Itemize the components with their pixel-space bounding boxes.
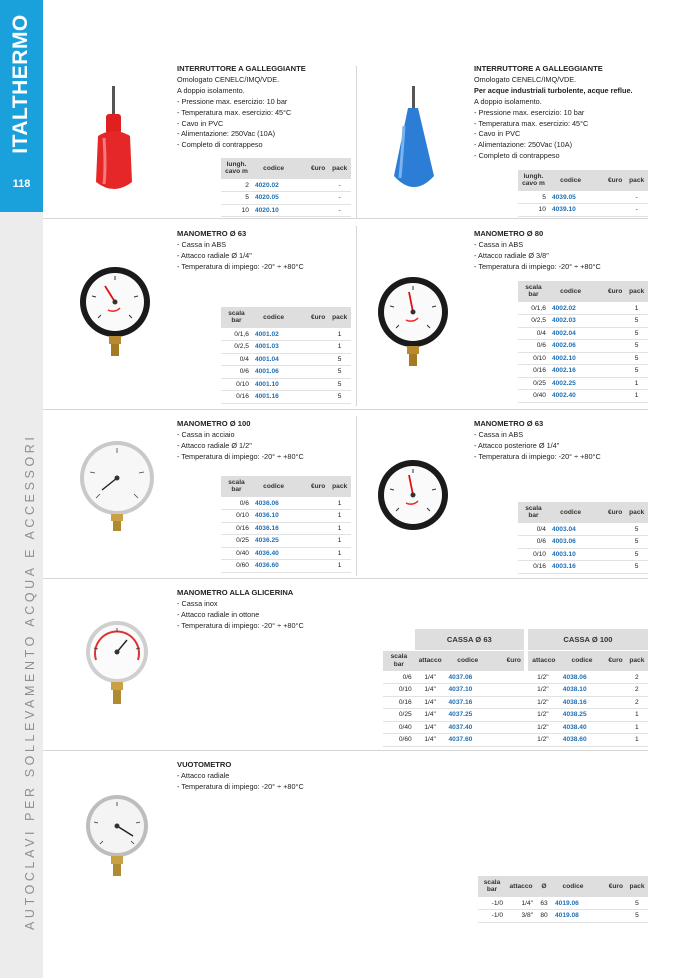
column-header: codice [549,170,592,191]
table-row: 0/16 4002.16 5 [518,365,648,378]
table-row: 0/16 4001.16 5 [221,391,351,404]
product-title: MANOMETRO Ø 63 [474,419,544,428]
table-row: 0/10 4001.10 5 [221,378,351,391]
table-row: 0/60 1/4" 4037.60 1/2" 4038.60 1 [383,734,648,747]
spec-line: - Attacco radiale Ø 1/2" [177,440,252,450]
column-header: pack [328,476,351,497]
blue-float-switch-image [390,86,440,198]
column-header: €uro [295,158,328,179]
product-title: INTERRUTTORE A GALLEGGIANTE [474,64,603,73]
table-row: 0/4 4002.04 5 [518,327,648,340]
table-row: 0/4 4003.04 5 [518,523,648,536]
float-switch-blue-table [518,170,648,217]
table-row: 0/10 1/4" 4037.10 1/2" 4038.10 2 [383,684,648,697]
table-row: 0/40 4002.40 1 [518,390,648,403]
float-switch-blue-text [474,64,649,162]
brand-logo: ITALTHERMO [9,14,32,154]
table-row: 0/6 1/4" 4037.06 1/2" 4038.06 2 [383,671,648,684]
spec-line: - Pressione max. esercizio: 10 bar [474,107,585,117]
table-row: 0/6 4003.06 5 [518,536,648,549]
column-header: pack [625,281,648,302]
table-row: 0/6 4036.06 1 [221,497,351,510]
table-row: 0/40 1/4" 4037.40 1/2" 4038.40 1 [383,721,648,734]
spec-line: Per acque industriali turbolente, acque reflue. [474,85,633,95]
table-row: 0/1,6 4002.02 1 [518,302,648,315]
table-row: 0/10 4036.10 1 [221,510,351,523]
float-switch-red-text [177,64,352,151]
table-row: 0/16 4003.16 5 [518,561,648,574]
red-float-switch-image [92,86,136,198]
spec-line: - Attacco posteriore Ø 1/4" [474,440,560,450]
glycerin-manometer-text [177,588,377,632]
section-divider [43,750,648,751]
column-header: attacco [506,876,536,897]
manometer-63-radial-table [221,307,351,404]
table-row: 0/25 1/4" 4037.25 1/2" 4038.25 1 [383,709,648,722]
float-switch-red-table [221,158,351,217]
section-divider [43,409,648,410]
spec-line: - Temperatura di impiego: -20° ÷ +80°C [177,781,304,791]
manometer-100-table [221,476,351,573]
section-caption: AUTOCLAVI PER SOLLEVAMENTO ACQUA E ACCESSORI [23,433,37,930]
spec-line: - Cassa in acciaio [177,429,235,439]
column-divider [356,66,357,218]
column-header: scala bar [478,876,506,897]
column-header: codice [560,650,604,671]
steel-manometer-image [76,440,158,532]
table-row: 5 4020.05 - [221,192,351,205]
spec-line: - Temperatura di impiego: -20° ÷ +80°C [474,261,601,271]
table-row: 2 4020.02 - [221,179,351,192]
column-header: pack [625,502,648,523]
spec-line: Omologato CENELC/IMQ/VDE. [177,74,280,84]
manometer-63-radial-text [177,229,352,273]
spec-line: - Attacco radiale Ø 1/4" [177,250,252,260]
column-header: scala bar [518,502,549,523]
column-header: pack [626,876,648,897]
column-header: €uro [592,502,625,523]
table-row: 0/2,5 4002.03 5 [518,315,648,328]
column-header: scala bar [221,307,252,328]
group-header-63: CASSA Ø 63 [415,629,526,650]
spec-line: - Cassa in ABS [474,239,524,249]
table-row: 0/2,5 4001.03 1 [221,341,351,354]
spec-line: - Alimentazione: 250Vac (10A) [177,129,276,139]
table-row: 0/60 4036.60 1 [221,560,351,573]
spec-line: - Cavo in PVC [177,118,224,128]
column-divider [356,416,357,576]
section-divider [43,218,648,219]
column-header: Ø [536,876,552,897]
column-header: lungh. cavo m [221,158,252,179]
group-header-100: CASSA Ø 100 [526,629,648,650]
column-header: pack [328,158,351,179]
table-row: 0/1,6 4001.02 1 [221,328,351,341]
column-header: scala bar [383,650,415,671]
spec-line: - Temperatura di impiego: -20° ÷ +80°C [474,451,601,461]
table-row: 5 4039.05 - [518,191,648,204]
spec-line: A doppio isolamento. [177,85,245,95]
vacuum-gauge-image [82,794,152,878]
spec-line: - Alimentazione: 250Vac (10A) [474,140,573,150]
table-row: 0/6 4001.06 5 [221,366,351,379]
column-header: codice [549,281,592,302]
table-row: -1/0 3/8" 80 4019.08 5 [478,910,648,923]
column-header: €uro [490,650,526,671]
black-manometer-image [78,266,152,358]
column-header: attacco [526,650,560,671]
column-header: codice [549,502,592,523]
column-header: codice [552,876,594,897]
column-header: €uro [604,650,625,671]
column-header: codice [252,307,295,328]
manometer-63-rear-table [518,502,648,574]
column-header: attacco [415,650,446,671]
column-header: €uro [295,307,328,328]
spec-line: - Cassa in ABS [177,239,227,249]
glycerin-manometer-table [383,629,648,747]
spec-line: - Attacco radiale [177,770,230,780]
spec-line: - Pressione max. esercizio: 10 bar [177,96,288,106]
product-title: VUOTOMETRO [177,760,232,769]
table-row: 0/10 4002.10 5 [518,352,648,365]
product-title: MANOMETRO ALLA GLICERINA [177,588,294,597]
table-row: 0/25 4002.25 1 [518,377,648,390]
spec-line: - Cassa in ABS [474,429,524,439]
table-row: 0/40 4036.40 1 [221,547,351,560]
table-row: 0/25 4036.25 1 [221,535,351,548]
column-header: €uro [592,170,625,191]
column-header: €uro [594,876,626,897]
product-title: MANOMETRO Ø 100 [177,419,251,428]
manometer-80-table [518,281,648,403]
spec-line: - Attacco radiale in ottone [177,609,260,619]
section-divider [43,578,648,579]
spec-line: - Completo di contrappeso [474,151,560,161]
table-row: 10 4039.10 - [518,204,648,217]
glycerin-manometer-image [82,620,152,706]
column-header: lungh. cavo m [518,170,549,191]
column-header: pack [625,170,648,191]
table-row: 0/10 4003.10 5 [518,548,648,561]
table-row: 0/16 4036.16 1 [221,522,351,535]
column-header: codice [446,650,490,671]
product-title: MANOMETRO Ø 63 [177,229,247,238]
product-title: MANOMETRO Ø 80 [474,229,544,238]
page-number: 118 [12,178,31,190]
table-row: 0/6 4002.06 5 [518,340,648,353]
spec-line: - Completo di contrappeso [177,140,263,150]
manometer-63-rear-text [474,419,649,463]
manometer-100-text [177,419,352,463]
table-row: 10 4020.10 - [221,204,351,217]
column-header: codice [252,476,295,497]
brand-tab [0,0,43,212]
column-divider [356,226,357,406]
spec-line: - Temperatura di impiego: -20° ÷ +80°C [177,620,304,630]
spec-line: - Cavo in PVC [474,129,521,139]
column-header: pack [626,650,648,671]
spec-line: - Temperatura max. esercizio: 45°C [474,118,589,128]
column-header: scala bar [221,476,252,497]
product-title: INTERRUTTORE A GALLEGGIANTE [177,64,306,73]
column-header: €uro [295,476,328,497]
table-row: 0/4 4001.04 5 [221,353,351,366]
spec-line: - Temperatura max. esercizio: 45°C [177,107,292,117]
table-row: -1/0 1/4" 63 4019.06 5 [478,897,648,910]
black-manometer-80-image [376,276,450,368]
column-header: scala bar [518,281,549,302]
black-manometer-rear-image [376,458,450,532]
table-row: 0/16 1/4" 4037.16 1/2" 4038.16 2 [383,696,648,709]
spec-line: - Temperatura di impiego: -20° ÷ +80°C [177,261,304,271]
vacuum-gauge-table [478,876,648,923]
spec-line: - Temperatura di impiego: -20° ÷ +80°C [177,451,304,461]
column-header: pack [328,307,351,328]
column-header: codice [252,158,295,179]
spec-line: Omologato CENELC/IMQ/VDE. [474,74,577,84]
vacuum-gauge-text [177,760,377,793]
spec-line: - Cassa inox [177,598,218,608]
manometer-80-text [474,229,649,273]
column-header: €uro [592,281,625,302]
spec-line: A doppio isolamento. [474,96,542,106]
spec-line: - Attacco radiale Ø 3/8" [474,250,549,260]
